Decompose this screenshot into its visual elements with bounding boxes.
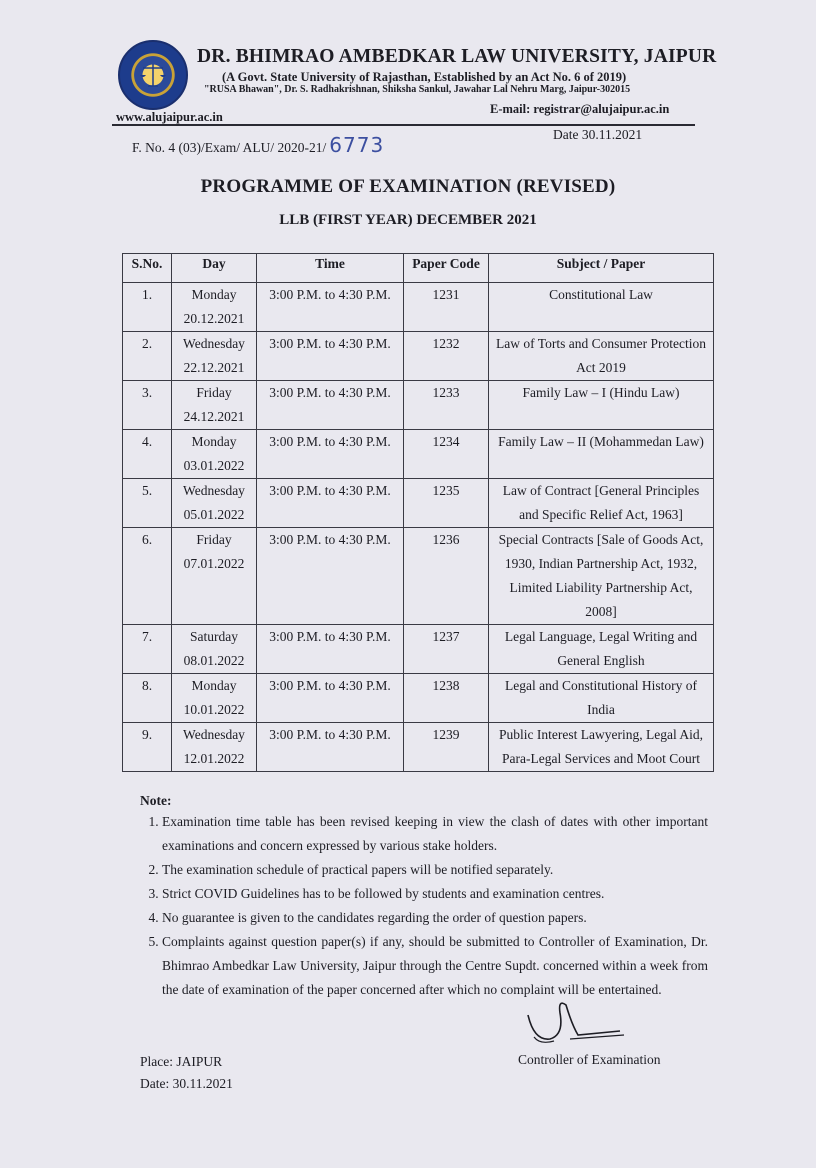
table-row <box>123 332 714 381</box>
cell-time: 3:00 P.M. to 4:30 P.M. <box>257 528 404 625</box>
file-number-handwritten: 6773 <box>329 133 385 157</box>
notes-list <box>140 810 708 1002</box>
header-sno: S.No. <box>123 254 172 283</box>
scales-of-justice-icon <box>120 42 186 108</box>
page-title: PROGRAMME OF EXAMINATION (REVISED) <box>200 176 616 197</box>
cell-date: 08.01.2022 <box>183 653 245 668</box>
cell-day <box>172 479 257 528</box>
cell-paper-code: 1238 <box>404 674 489 723</box>
cell-sno: 6. <box>123 528 172 625</box>
cell-date: 24.12.2021 <box>183 409 245 424</box>
cell-day-name: Friday <box>196 532 232 547</box>
cell-date: 20.12.2021 <box>183 311 245 326</box>
cell-subject: Family Law – I (Hindu Law) <box>489 381 714 430</box>
cell-date: 03.01.2022 <box>183 458 245 473</box>
cell-day <box>172 528 257 625</box>
cell-paper-code: 1231 <box>404 283 489 332</box>
email-text: E-mail: registrar@alujaipur.ac.in <box>490 102 670 116</box>
table-row <box>123 479 714 528</box>
cell-day-name: Saturday <box>190 629 238 644</box>
file-number-text: F. No. 4 (03)/Exam/ ALU/ 2020-21/ <box>132 140 327 155</box>
cell-paper-code: 1236 <box>404 528 489 625</box>
cell-paper-code: 1233 <box>404 381 489 430</box>
table-row <box>123 430 714 479</box>
notes-heading: Note: <box>140 793 172 808</box>
header-subject: Subject / Paper <box>489 254 714 283</box>
cell-sno: 5. <box>123 479 172 528</box>
signatory-title: Controller of Examination <box>518 1052 661 1067</box>
cell-time: 3:00 P.M. to 4:30 P.M. <box>257 674 404 723</box>
cell-day <box>172 723 257 772</box>
document-date: Date 30.11.2021 <box>553 127 643 142</box>
university-address: "RUSA Bhawan", Dr. S. Radhakrishnan, Shiksha Sankul, Jawahar Lal Nehru Marg, Jaipur-302015 <box>204 84 631 95</box>
cell-paper-code: 1232 <box>404 332 489 381</box>
note-item: 5. Complaints against question paper(s) if any, should be submitted to Controller of Examination, Dr. Bhimrao Ambedkar Law University, Jaipur through the Centre Supdt. concerned within a week from the date of examination of the paper concerned after which no complaint will be entertained. <box>162 930 708 1002</box>
cell-subject: Law of Contract [General Principles and Specific Relief Act, 1963] <box>489 479 714 528</box>
note-item: 3. Strict COVID Guidelines has to be followed by students and examination centres. <box>162 882 708 906</box>
cell-subject: Legal and Constitutional History of India <box>489 674 714 723</box>
cell-subject: Constitutional Law <box>489 283 714 332</box>
cell-paper-code: 1234 <box>404 430 489 479</box>
header-time: Time <box>257 254 404 283</box>
cell-day <box>172 381 257 430</box>
cell-time: 3:00 P.M. to 4:30 P.M. <box>257 283 404 332</box>
header-divider <box>112 124 695 126</box>
place-date-block <box>140 1051 233 1095</box>
cell-day-name: Monday <box>191 678 237 693</box>
cell-subject: Special Contracts [Sale of Goods Act, 1930, Indian Partnership Act, 1932, Limited Liability Partnership Act, 2008] <box>489 528 714 625</box>
note-item: 2. The examination schedule of practical papers will be notified separately. <box>162 858 708 882</box>
header-paper-code: Paper Code <box>404 254 489 283</box>
cell-paper-code: 1237 <box>404 625 489 674</box>
header-day: Day <box>172 254 257 283</box>
cell-sno: 7. <box>123 625 172 674</box>
cell-day <box>172 674 257 723</box>
university-subtitle: (A Govt. State University of Rajasthan, Established by an Act No. 6 of 2019) <box>222 70 627 84</box>
cell-paper-code: 1239 <box>404 723 489 772</box>
cell-day <box>172 430 257 479</box>
cell-time: 3:00 P.M. to 4:30 P.M. <box>257 430 404 479</box>
cell-day-name: Wednesday <box>183 483 245 498</box>
cell-sno: 8. <box>123 674 172 723</box>
university-seal-logo <box>118 40 188 110</box>
table-header-row <box>123 254 714 283</box>
note-item: 1. Examination time table has been revised keeping in view the clash of dates with other important examinations and concern expressed by various stake holders. <box>162 810 708 858</box>
cell-sno: 4. <box>123 430 172 479</box>
cell-subject: Legal Language, Legal Writing and General English <box>489 625 714 674</box>
table-row <box>123 381 714 430</box>
cell-subject: Law of Torts and Consumer Protection Act 2019 <box>489 332 714 381</box>
table-row <box>123 528 714 625</box>
cell-time: 3:00 P.M. to 4:30 P.M. <box>257 332 404 381</box>
cell-day <box>172 625 257 674</box>
cell-subject: Public Interest Lawyering, Legal Aid, Para-Legal Services and Moot Court <box>489 723 714 772</box>
table-row <box>123 625 714 674</box>
exam-schedule-table <box>122 253 714 772</box>
cell-day-name: Wednesday <box>183 336 245 351</box>
cell-date: 05.01.2022 <box>183 507 245 522</box>
cell-date: 07.01.2022 <box>183 556 245 571</box>
cell-day <box>172 332 257 381</box>
table-row <box>123 674 714 723</box>
table-row <box>123 723 714 772</box>
place-text: Place: JAIPUR <box>140 1054 223 1069</box>
file-number <box>132 133 384 157</box>
cell-day <box>172 283 257 332</box>
cell-sno: 3. <box>123 381 172 430</box>
cell-day-name: Monday <box>191 434 237 449</box>
note-item: 4. No guarantee is given to the candidates regarding the order of question papers. <box>162 906 708 930</box>
cell-day-name: Monday <box>191 287 237 302</box>
cell-date: 22.12.2021 <box>183 360 245 375</box>
table-row <box>123 283 714 332</box>
cell-time: 3:00 P.M. to 4:30 P.M. <box>257 381 404 430</box>
signature-mark <box>520 995 630 1055</box>
cell-time: 3:00 P.M. to 4:30 P.M. <box>257 723 404 772</box>
cell-paper-code: 1235 <box>404 479 489 528</box>
cell-date: 12.01.2022 <box>183 751 245 766</box>
cell-subject: Family Law – II (Mohammedan Law) <box>489 430 714 479</box>
cell-time: 3:00 P.M. to 4:30 P.M. <box>257 479 404 528</box>
cell-day-name: Friday <box>196 385 232 400</box>
page-subtitle: LLB (FIRST YEAR) DECEMBER 2021 <box>279 212 537 228</box>
footer-date: Date: 30.11.2021 <box>140 1076 233 1091</box>
cell-time: 3:00 P.M. to 4:30 P.M. <box>257 625 404 674</box>
cell-sno: 9. <box>123 723 172 772</box>
website-text: www.alujaipur.ac.in <box>116 110 223 124</box>
cell-sno: 1. <box>123 283 172 332</box>
cell-sno: 2. <box>123 332 172 381</box>
cell-date: 10.01.2022 <box>183 702 245 717</box>
cell-day-name: Wednesday <box>183 727 245 742</box>
university-name: DR. BHIMRAO AMBEDKAR LAW UNIVERSITY, JAIPUR <box>197 46 717 67</box>
